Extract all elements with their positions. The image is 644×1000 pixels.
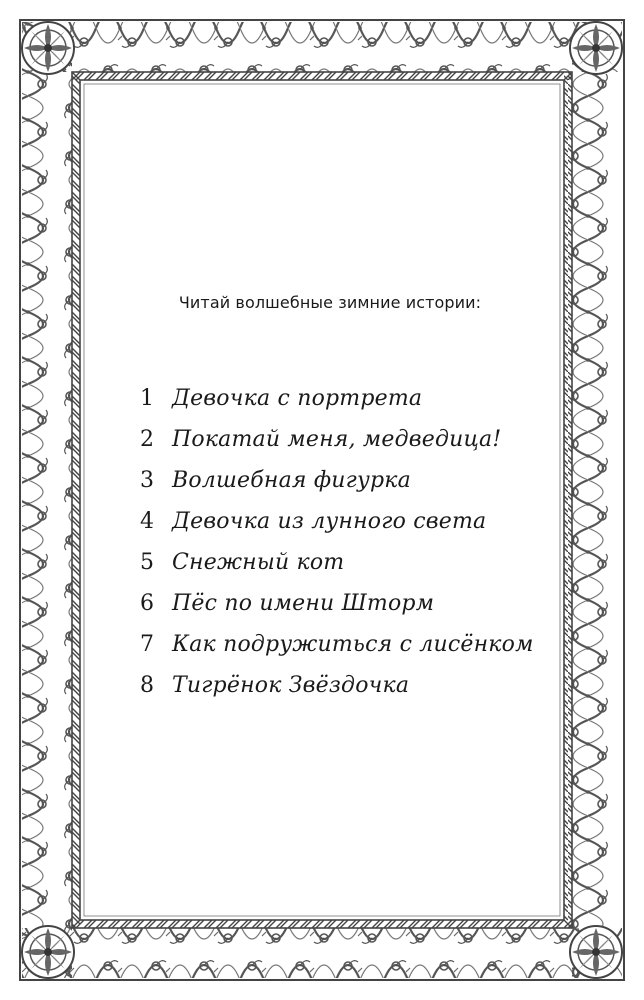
story-number: 5 bbox=[140, 550, 154, 575]
story-number: 4 bbox=[140, 509, 154, 534]
story-title: Пёс по имени Шторм bbox=[172, 591, 435, 616]
list-item bbox=[140, 501, 534, 542]
page-heading: Читай волшебные зимние истории: bbox=[178, 293, 482, 312]
list-item bbox=[140, 583, 534, 624]
list-item bbox=[140, 378, 534, 419]
story-title: Как подружиться с лисёнком bbox=[172, 632, 534, 657]
story-number: 6 bbox=[140, 591, 154, 616]
list-item bbox=[140, 665, 534, 706]
story-title: Девочка из лунного света bbox=[172, 509, 487, 534]
list-item bbox=[140, 542, 534, 583]
list-item bbox=[140, 419, 534, 460]
story-title: Тигрёнок Звёздочка bbox=[172, 673, 410, 698]
story-number: 8 bbox=[140, 673, 154, 698]
story-title: Волшебная фигурка bbox=[172, 468, 411, 493]
story-number: 2 bbox=[140, 427, 154, 452]
story-number: 1 bbox=[140, 386, 154, 411]
list-item bbox=[140, 460, 534, 501]
list-item bbox=[140, 624, 534, 665]
story-title: Девочка с портрета bbox=[172, 386, 423, 411]
story-title: Снежный кот bbox=[172, 550, 345, 575]
story-title: Покатай меня, медведица! bbox=[172, 427, 502, 452]
story-list bbox=[140, 378, 534, 706]
story-number: 3 bbox=[140, 468, 154, 493]
story-number: 7 bbox=[140, 632, 154, 657]
